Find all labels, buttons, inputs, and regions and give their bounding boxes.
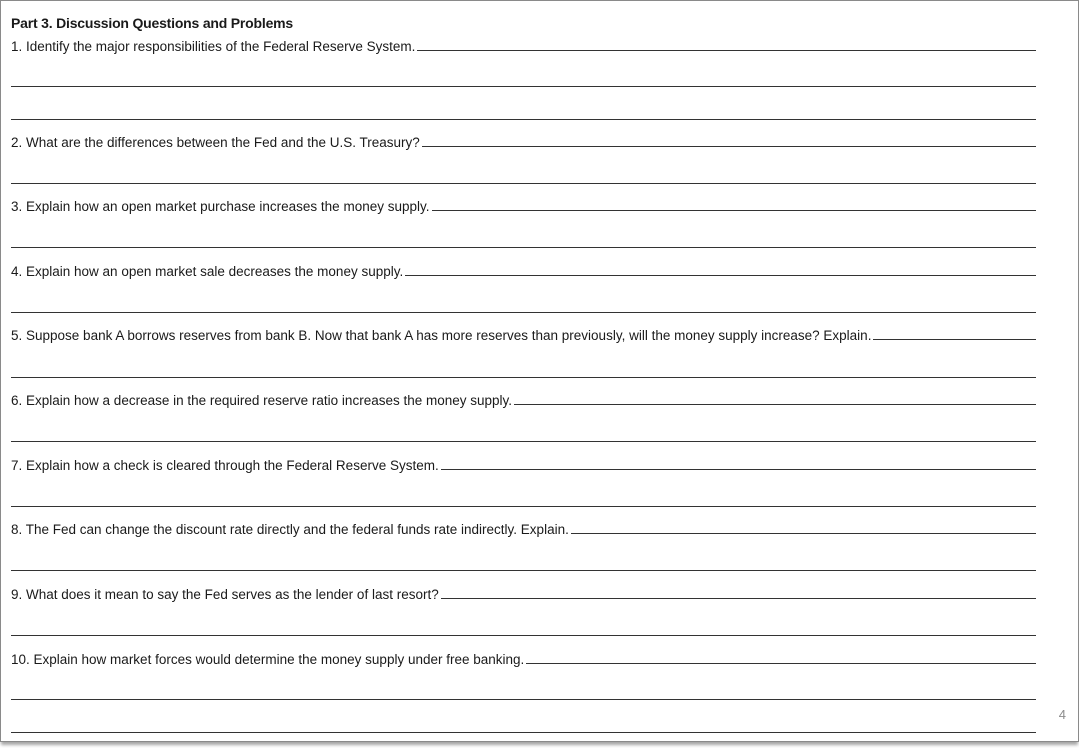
question-9-text: 9. What does it mean to say the Fed serves as the lender of last resort?: [11, 587, 439, 602]
answer-line[interactable]: [11, 506, 1036, 507]
question-3: [11, 199, 1036, 214]
question-8-text: 8. The Fed can change the discount rate directly and the federal funds rate indirectly. Explain.: [11, 522, 569, 537]
answer-line[interactable]: [11, 312, 1036, 313]
question-4-fill-line[interactable]: [405, 275, 1036, 276]
question-1: [11, 39, 1036, 54]
question-7-fill-line[interactable]: [441, 469, 1036, 470]
question-8-fill-line[interactable]: [571, 533, 1036, 534]
question-8: [11, 522, 1036, 537]
question-6-fill-line[interactable]: [514, 404, 1036, 405]
question-2-fill-line[interactable]: [422, 146, 1036, 147]
section-title: Part 3. Discussion Questions and Problems: [11, 15, 293, 31]
question-7-text: 7. Explain how a check is cleared through the Federal Reserve System.: [11, 458, 439, 473]
question-5: [11, 328, 1036, 343]
question-1-fill-line[interactable]: [417, 50, 1036, 51]
question-5-text: 5. Suppose bank A borrows reserves from bank B. Now that bank A has more reserves than previously, will the money supply increase? Explain.: [11, 328, 872, 343]
answer-line[interactable]: [11, 119, 1036, 120]
answer-line[interactable]: [11, 441, 1036, 442]
question-7: [11, 458, 1036, 473]
question-4: [11, 264, 1036, 279]
answer-line[interactable]: [11, 635, 1036, 636]
answer-line[interactable]: [11, 377, 1036, 378]
answer-line[interactable]: [11, 183, 1036, 184]
question-10-fill-line[interactable]: [526, 663, 1036, 664]
answer-line[interactable]: [11, 699, 1036, 700]
question-1-text: 1. Identify the major responsibilities of the Federal Reserve System.: [11, 39, 416, 54]
question-4-text: 4. Explain how an open market sale decreases the money supply.: [11, 264, 404, 279]
answer-line[interactable]: [11, 570, 1036, 571]
question-2-text: 2. What are the differences between the Fed and the U.S. Treasury?: [11, 135, 420, 150]
question-6-text: 6. Explain how a decrease in the required reserve ratio increases the money supply.: [11, 393, 513, 408]
question-10: [11, 652, 1036, 667]
question-6: [11, 393, 1036, 408]
question-3-fill-line[interactable]: [432, 210, 1037, 211]
answer-line[interactable]: [11, 86, 1036, 87]
answer-line[interactable]: [11, 732, 1036, 733]
question-2: [11, 135, 1036, 150]
answer-line[interactable]: [11, 247, 1036, 248]
question-9-fill-line[interactable]: [441, 598, 1036, 599]
question-10-text: 10. Explain how market forces would determine the money supply under free banking.: [11, 652, 525, 667]
question-9: [11, 587, 1036, 602]
question-5-fill-line[interactable]: [873, 339, 1036, 340]
question-3-text: 3. Explain how an open market purchase increases the money supply.: [11, 199, 430, 214]
page-number: 4: [1058, 707, 1066, 722]
